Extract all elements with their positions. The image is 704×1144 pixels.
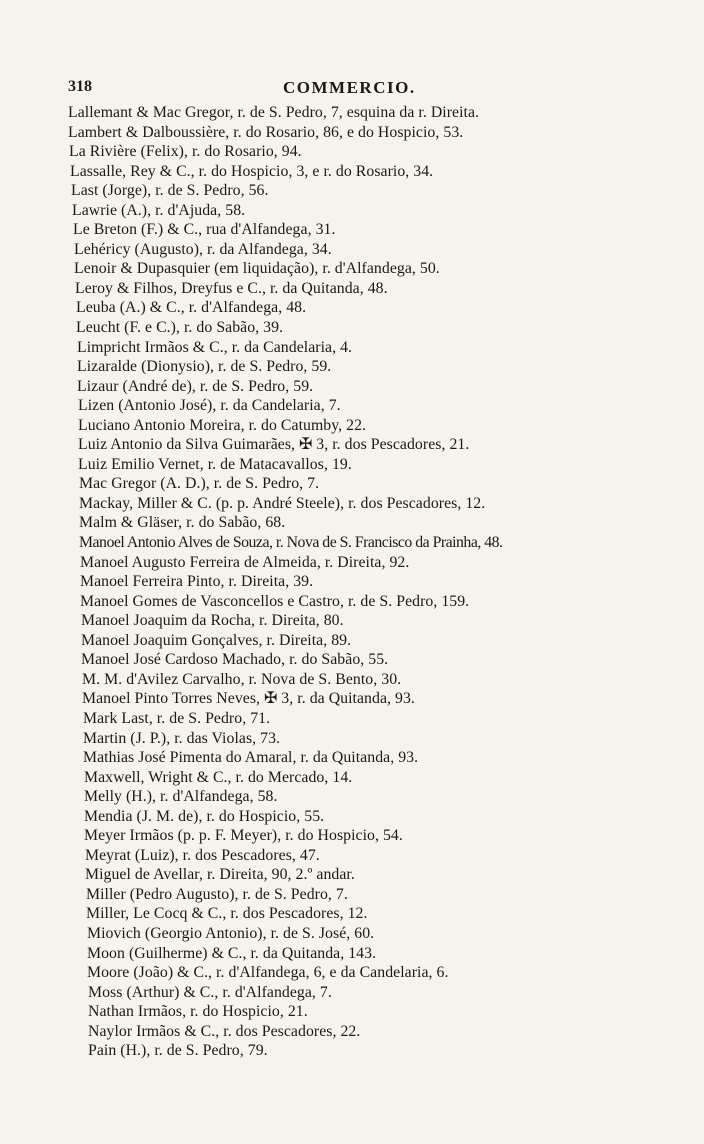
list-item: Meyer Irmãos (p. p. F. Meyer), r. do Hospicio, 54. [84, 827, 403, 845]
list-item: Manoel Ferreira Pinto, r. Direita, 39. [80, 573, 314, 591]
list-item: M. M. d'Avilez Carvalho, r. Nova de S. Bento, 30. [82, 670, 402, 688]
list-item: Miguel de Avellar, r. Direita, 90, 2.º andar. [85, 866, 355, 884]
page-header [0, 78, 704, 102]
list-item: Mac Gregor (A. D.), r. de S. Pedro, 7. [79, 475, 320, 493]
list-item: Mendia (J. M. de), r. do Hospicio, 55. [84, 807, 325, 825]
list-item: Moss (Arthur) & C., r. d'Alfandega, 7. [88, 983, 332, 1001]
page-number: 318 [68, 78, 92, 95]
list-item: Mathias José Pimenta do Amaral, r. da Quitanda, 93. [83, 749, 419, 767]
list-item: Manoel Augusto Ferreira de Almeida, r. Direita, 92. [80, 553, 410, 571]
list-item: Martin (J. P.), r. das Violas, 73. [83, 729, 281, 747]
list-item: Moore (João) & C., r. d'Alfandega, 6, e da Candelaria, 6. [87, 964, 449, 982]
list-item: Malm & Gläser, r. do Sabão, 68. [79, 514, 286, 532]
list-item: Lizaralde (Dionysio), r. de S. Pedro, 59. [77, 358, 332, 376]
list-item: Luiz Antonio da Silva Guimarães, ✠ 3, r. dos Pescadores, 21. [78, 436, 470, 454]
list-item: Luiz Emilio Vernet, r. de Matacavallos, 19. [78, 455, 352, 473]
list-item: Luciano Antonio Moreira, r. do Catumby, 22. [78, 416, 367, 434]
list-item: Maxwell, Wright & C., r. do Mercado, 14. [84, 768, 353, 786]
list-item: Leuba (A.) & C., r. d'Alfandega, 48. [76, 299, 307, 317]
list-item: Lassalle, Rey & C., r. do Hospicio, 3, e r. do Rosario, 34. [70, 162, 434, 180]
list-item: Moon (Guilherme) & C., r. da Quitanda, 143. [87, 944, 377, 962]
list-item: Naylor Irmãos & C., r. dos Pescadores, 22. [88, 1022, 361, 1040]
list-item: Le Breton (F.) & C., rua d'Alfandega, 31. [73, 221, 336, 239]
list-item: Leroy & Filhos, Dreyfus e C., r. da Quitanda, 48. [75, 279, 388, 297]
list-item: Lambert & Dalboussière, r. do Rosario, 86, e do Hospicio, 53. [68, 123, 464, 141]
list-item: Lallemant & Mac Gregor, r. de S. Pedro, 7, esquina da r. Direita. [68, 104, 480, 121]
list-item: Manoel Gomes de Vasconcellos e Castro, r. de S. Pedro, 159. [80, 592, 470, 610]
list-item: Miller, Le Cocq & C., r. dos Pescadores, 12. [86, 905, 368, 923]
list-item: Mark Last, r. de S. Pedro, 71. [83, 709, 271, 727]
list-item: Lehéricy (Augusto), r. da Alfandega, 34. [74, 240, 332, 258]
running-head: COMMERCIO. [283, 78, 416, 97]
list-item: Leucht (F. e C.), r. do Sabão, 39. [76, 319, 284, 337]
list-item: Manoel Antonio Alves de Souza, r. Nova de S. Francisco da Prainha, 48. [79, 534, 503, 552]
list-item: Lenoir & Dupasquier (em liquidação), r. d'Alfandega, 50. [74, 260, 440, 278]
list-item: Manoel José Cardoso Machado, r. do Sabão, 55. [81, 651, 389, 669]
list-item: Lawrie (A.), r. d'Ajuda, 58. [72, 201, 246, 219]
list-item: Manoel Pinto Torres Neves, ✠ 3, r. da Quitanda, 93. [82, 690, 415, 708]
list-item: Melly (H.), r. d'Alfandega, 58. [84, 788, 278, 806]
list-item: Manoel Joaquim Gonçalves, r. Direita, 89. [81, 631, 352, 649]
list-item: Meyrat (Luiz), r. dos Pescadores, 47. [85, 846, 320, 864]
list-item: Mackay, Miller & C. (p. p. André Steele), r. dos Pescadores, 12. [79, 494, 486, 512]
list-item: Limpricht Irmãos & C., r. da Candelaria, 4. [77, 338, 353, 356]
list-item: Miller (Pedro Augusto), r. de S. Pedro, 7. [86, 885, 348, 903]
list-item: Miovich (Georgio Antonio), r. de S. José, 60. [87, 924, 375, 942]
list-item: Last (Jorge), r. de S. Pedro, 56. [71, 182, 269, 200]
list-item: Nathan Irmãos, r. do Hospicio, 21. [88, 1003, 308, 1021]
list-item: La Rivière (Felix), r. do Rosario, 94. [69, 143, 302, 161]
entry-list [0, 103, 704, 1061]
list-item: Manoel Joaquim da Rocha, r. Direita, 80. [81, 612, 344, 630]
list-item: Lizaur (André de), r. de S. Pedro, 59. [77, 377, 314, 395]
list-item: Lizen (Antonio José), r. da Candelaria, 7. [78, 397, 341, 415]
list-item: Pain (H.), r. de S. Pedro, 79. [88, 1042, 268, 1060]
